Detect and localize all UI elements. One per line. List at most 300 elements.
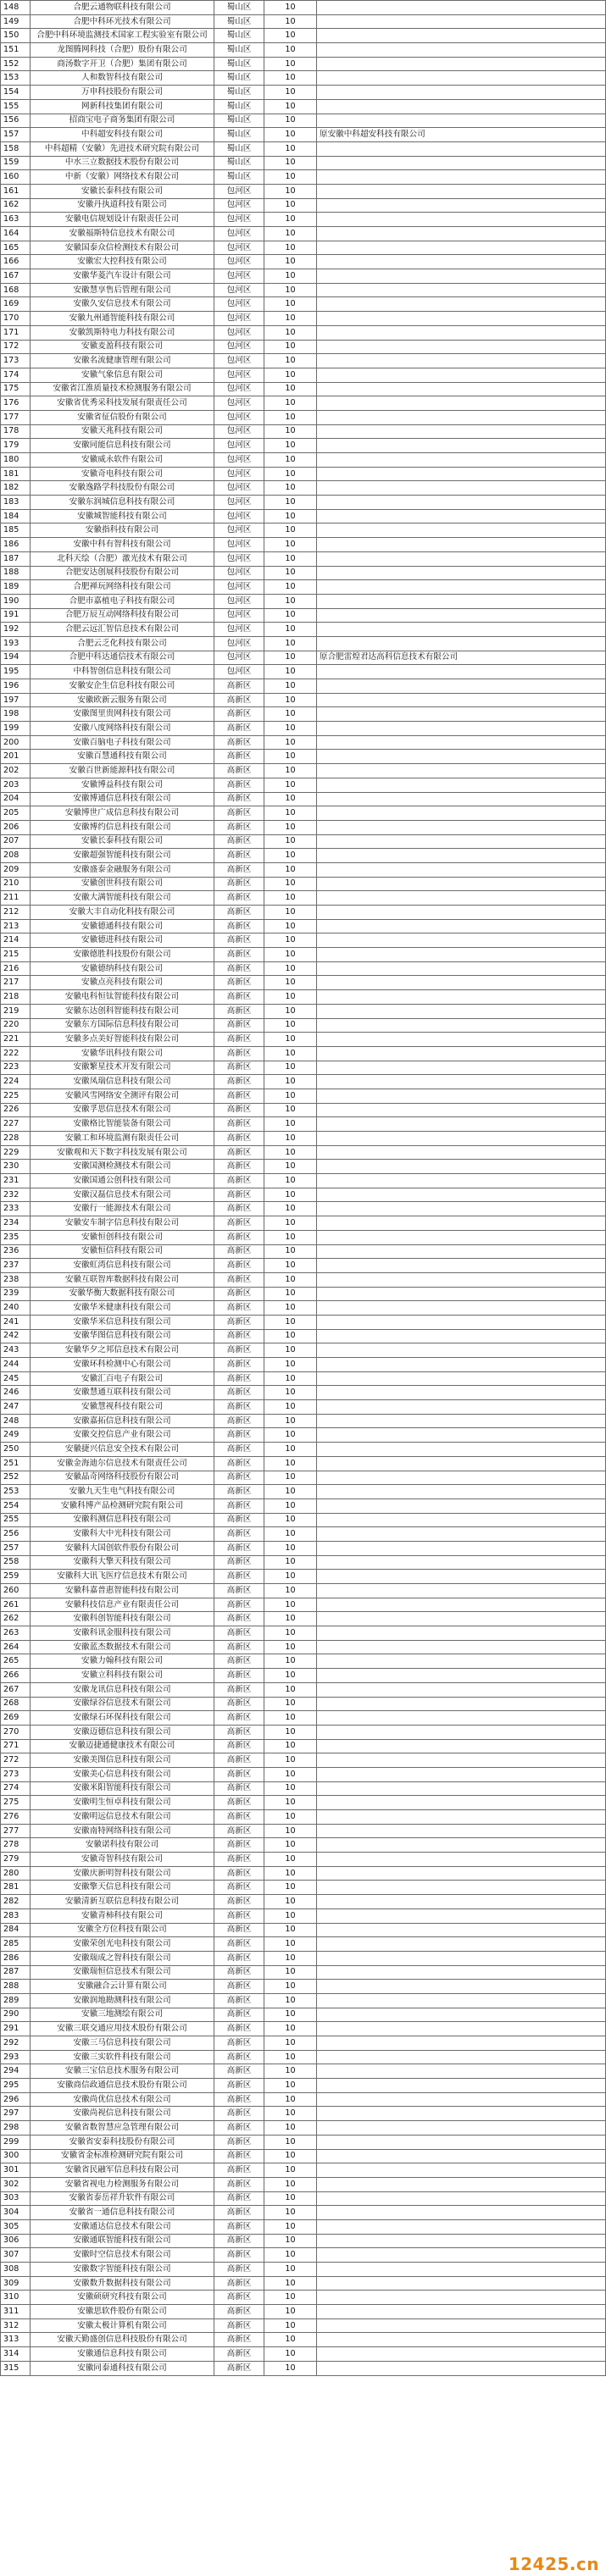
table-row — [1, 651, 606, 665]
remark-cell — [317, 792, 606, 806]
row-number-cell: 293 — [1, 2050, 31, 2064]
district-cell: 高新区 — [214, 1471, 264, 1485]
remark-cell — [317, 2276, 606, 2291]
district-cell: 包河区 — [214, 538, 264, 552]
row-number-cell: 305 — [1, 2219, 31, 2234]
row-number-cell: 209 — [1, 862, 31, 877]
table-row — [1, 2177, 606, 2191]
row-number-cell: 168 — [1, 283, 31, 297]
row-number-cell: 267 — [1, 1682, 31, 1697]
row-number-cell: 186 — [1, 538, 31, 552]
company-name-cell: 安徽尚视信息科技有限公司 — [31, 2107, 214, 2121]
remark-cell — [317, 580, 606, 595]
row-number-cell: 266 — [1, 1669, 31, 1683]
remark-cell — [317, 2036, 606, 2051]
table-row — [1, 1414, 606, 1428]
company-name-cell: 安徽三宝信息技术服务有限公司 — [31, 2064, 214, 2079]
row-number-cell: 288 — [1, 1980, 31, 1994]
company-name-cell: 安徽观和天下数字科技发展有限公司 — [31, 1145, 214, 1160]
count-value-cell: 10 — [264, 2305, 317, 2319]
row-number-cell: 260 — [1, 1584, 31, 1598]
district-cell: 高新区 — [214, 1230, 264, 1244]
table-row — [1, 1358, 606, 1372]
company-name-cell: 安徽福斯特信息技术有限公司 — [31, 227, 214, 241]
remark-cell — [317, 538, 606, 552]
company-name-cell: 安徽绿石环保科技有限公司 — [31, 1711, 214, 1726]
table-row — [1, 1555, 606, 1570]
table-row — [1, 806, 606, 821]
company-name-cell: 安徽安车制字信息科技有限公司 — [31, 1216, 214, 1231]
company-name-cell: 安徽恒创科技有限公司 — [31, 1230, 214, 1244]
district-cell: 高新区 — [214, 1287, 264, 1301]
count-value-cell: 10 — [264, 1400, 317, 1415]
table-row — [1, 1937, 606, 1952]
remark-cell — [317, 1216, 606, 1231]
table-row — [1, 14, 606, 29]
row-number-cell: 155 — [1, 99, 31, 114]
company-name-cell: 安徽全方位科技有限公司 — [31, 1923, 214, 1937]
row-number-cell: 313 — [1, 2333, 31, 2347]
row-number-cell: 226 — [1, 1103, 31, 1117]
row-number-cell: 261 — [1, 1598, 31, 1612]
district-cell: 高新区 — [214, 961, 264, 976]
company-name-cell: 安徽清新互联信息科技有限公司 — [31, 1895, 214, 1909]
remark-cell — [317, 1513, 606, 1527]
count-value-cell: 10 — [264, 891, 317, 906]
company-name-cell: 安徽华菱汽车设计有限公司 — [31, 269, 214, 284]
company-name-cell: 安徽大满智能科技有限公司 — [31, 891, 214, 906]
row-number-cell: 278 — [1, 1838, 31, 1853]
count-value-cell: 10 — [264, 1555, 317, 1570]
remark-cell — [317, 2234, 606, 2248]
count-value-cell: 10 — [264, 14, 317, 29]
table-row — [1, 707, 606, 722]
table-row — [1, 396, 606, 411]
count-value-cell: 10 — [264, 1499, 317, 1513]
district-cell: 高新区 — [214, 1188, 264, 1202]
remark-cell — [317, 750, 606, 764]
district-cell: 蜀山区 — [214, 141, 264, 156]
row-number-cell: 242 — [1, 1329, 31, 1343]
count-value-cell: 10 — [264, 424, 317, 439]
row-number-cell: 295 — [1, 2079, 31, 2093]
count-value-cell: 10 — [264, 2008, 317, 2022]
company-name-cell: 安徽华米健康科技有限公司 — [31, 1301, 214, 1316]
remark-cell — [317, 834, 606, 849]
remark-cell — [317, 227, 606, 241]
row-number-cell: 246 — [1, 1386, 31, 1400]
count-value-cell: 10 — [264, 410, 317, 424]
district-cell: 高新区 — [214, 806, 264, 821]
remark-cell — [317, 198, 606, 213]
count-value-cell: 10 — [264, 1654, 317, 1669]
row-number-cell: 265 — [1, 1654, 31, 1669]
company-name-cell: 安徽时空信息技术有限公司 — [31, 2248, 214, 2263]
district-cell: 高新区 — [214, 1033, 264, 1047]
district-cell: 高新区 — [214, 1400, 264, 1415]
count-value-cell: 10 — [264, 1188, 317, 1202]
district-cell: 高新区 — [214, 2347, 264, 2362]
company-name-cell: 安徽九州通智能科技有限公司 — [31, 312, 214, 326]
remark-cell — [317, 1160, 606, 1174]
district-cell: 高新区 — [214, 2092, 264, 2107]
row-number-cell: 206 — [1, 820, 31, 834]
remark-cell — [317, 2318, 606, 2333]
count-value-cell: 10 — [264, 1456, 317, 1471]
count-value-cell: 10 — [264, 2121, 317, 2136]
row-number-cell: 213 — [1, 919, 31, 933]
district-cell: 包河区 — [214, 467, 264, 481]
district-cell: 高新区 — [214, 1132, 264, 1146]
district-cell: 包河区 — [214, 651, 264, 665]
table-row — [1, 325, 606, 340]
company-name-cell: 安徽华夕之邦信息技术有限公司 — [31, 1343, 214, 1358]
table-row — [1, 2050, 606, 2064]
company-name-cell: 合肥禅玩网络科技有限公司 — [31, 580, 214, 595]
row-number-cell: 259 — [1, 1570, 31, 1584]
row-number-cell: 273 — [1, 1767, 31, 1781]
row-number-cell: 312 — [1, 2318, 31, 2333]
table-row — [1, 792, 606, 806]
row-number-cell: 156 — [1, 114, 31, 128]
table-row — [1, 849, 606, 863]
district-cell: 蜀山区 — [214, 170, 264, 185]
district-cell: 蜀山区 — [214, 43, 264, 58]
table-row — [1, 820, 606, 834]
table-row — [1, 1527, 606, 1542]
district-cell: 高新区 — [214, 1965, 264, 1980]
company-name-cell: 安徽美图信息科技有限公司 — [31, 1753, 214, 1768]
remark-cell — [317, 1781, 606, 1796]
company-name-cell: 安徽电科恒钛智能科技有限公司 — [31, 990, 214, 1005]
row-number-cell: 183 — [1, 496, 31, 510]
remark-cell — [317, 396, 606, 411]
count-value-cell: 10 — [264, 551, 317, 566]
table-row — [1, 29, 606, 43]
company-name-cell: 商汤数字开卫（合肥）集团有限公司 — [31, 57, 214, 71]
table-row — [1, 1598, 606, 1612]
table-row — [1, 1202, 606, 1216]
company-name-cell: 安徽通信息科技有限公司 — [31, 2347, 214, 2362]
district-cell: 高新区 — [214, 1046, 264, 1061]
count-value-cell: 10 — [264, 1145, 317, 1160]
district-cell: 高新区 — [214, 2291, 264, 2305]
count-value-cell: 10 — [264, 1853, 317, 1867]
district-cell: 包河区 — [214, 608, 264, 623]
company-name-cell: 安徽交控信息产业有限公司 — [31, 1428, 214, 1443]
count-value-cell: 10 — [264, 141, 317, 156]
count-value-cell: 10 — [264, 580, 317, 595]
table-row — [1, 2347, 606, 2362]
remark-cell — [317, 679, 606, 694]
count-value-cell: 10 — [264, 862, 317, 877]
row-number-cell: 303 — [1, 2191, 31, 2206]
district-cell: 包河区 — [214, 396, 264, 411]
table-row — [1, 906, 606, 920]
district-cell: 包河区 — [214, 269, 264, 284]
table-row — [1, 1386, 606, 1400]
count-value-cell: 10 — [264, 735, 317, 750]
count-value-cell: 10 — [264, 1414, 317, 1428]
row-number-cell: 301 — [1, 2163, 31, 2178]
remark-cell — [317, 2149, 606, 2163]
table-row — [1, 1881, 606, 1895]
table-row — [1, 1315, 606, 1329]
remark-cell — [317, 269, 606, 284]
table-row — [1, 2333, 606, 2347]
count-value-cell: 10 — [264, 1301, 317, 1316]
count-value-cell: 10 — [264, 1132, 317, 1146]
remark-cell — [317, 2008, 606, 2022]
remark-cell — [317, 2135, 606, 2149]
remark-cell — [317, 891, 606, 906]
remark-cell — [317, 976, 606, 990]
district-cell: 高新区 — [214, 1654, 264, 1669]
district-cell: 高新区 — [214, 2361, 264, 2375]
row-number-cell: 181 — [1, 467, 31, 481]
district-cell: 高新区 — [214, 2036, 264, 2051]
company-name-cell: 安徽数升数据科技有限公司 — [31, 2276, 214, 2291]
row-number-cell: 153 — [1, 71, 31, 86]
row-number-cell: 309 — [1, 2276, 31, 2291]
district-cell: 高新区 — [214, 2107, 264, 2121]
count-value-cell: 10 — [264, 453, 317, 468]
table-row — [1, 1711, 606, 1726]
row-number-cell: 216 — [1, 961, 31, 976]
count-value-cell: 10 — [264, 1739, 317, 1753]
remark-cell — [317, 707, 606, 722]
table-row — [1, 919, 606, 933]
remark-cell — [317, 2064, 606, 2079]
remark-cell — [317, 509, 606, 524]
row-number-cell: 176 — [1, 396, 31, 411]
district-cell: 高新区 — [214, 1810, 264, 1825]
remark-cell — [317, 29, 606, 43]
company-name-cell: 安徽瑞成之智科技有限公司 — [31, 1951, 214, 1965]
table-row — [1, 1513, 606, 1527]
company-name-cell: 安徽风雪网络安全测评有限公司 — [31, 1089, 214, 1103]
row-number-cell: 201 — [1, 750, 31, 764]
company-name-cell: 安徽博约信息科技有限公司 — [31, 820, 214, 834]
row-number-cell: 196 — [1, 679, 31, 694]
remark-cell — [317, 1145, 606, 1160]
row-number-cell: 283 — [1, 1908, 31, 1923]
company-name-cell: 中科超安科技有限公司 — [31, 128, 214, 142]
district-cell: 高新区 — [214, 1089, 264, 1103]
company-name-cell: 安徽环科检测中心有限公司 — [31, 1358, 214, 1372]
count-value-cell: 10 — [264, 1598, 317, 1612]
table-row — [1, 1287, 606, 1301]
table-row — [1, 1923, 606, 1937]
row-number-cell: 234 — [1, 1216, 31, 1231]
company-name-cell: 安徽奇电科技有限公司 — [31, 467, 214, 481]
row-number-cell: 154 — [1, 86, 31, 100]
count-value-cell: 10 — [264, 906, 317, 920]
district-cell: 高新区 — [214, 1570, 264, 1584]
count-value-cell: 10 — [264, 467, 317, 481]
row-number-cell: 241 — [1, 1315, 31, 1329]
remark-cell — [317, 1669, 606, 1683]
count-value-cell: 10 — [264, 2248, 317, 2263]
company-name-cell: 安徽科大讯飞医疗信息技术有限公司 — [31, 1570, 214, 1584]
row-number-cell: 282 — [1, 1895, 31, 1909]
remark-cell — [317, 1443, 606, 1457]
remark-cell — [317, 368, 606, 382]
district-cell: 高新区 — [214, 1018, 264, 1033]
company-name-cell: 安徽东润城信息科技有限公司 — [31, 496, 214, 510]
row-number-cell: 167 — [1, 269, 31, 284]
count-value-cell: 10 — [264, 834, 317, 849]
company-name-cell: 安徽慧视科技有限公司 — [31, 1400, 214, 1415]
district-cell: 蜀山区 — [214, 57, 264, 71]
district-cell: 蜀山区 — [214, 29, 264, 43]
company-name-cell: 安徽华米信息科技有限公司 — [31, 1315, 214, 1329]
district-cell: 蜀山区 — [214, 86, 264, 100]
count-value-cell: 10 — [264, 2092, 317, 2107]
count-value-cell: 10 — [264, 1329, 317, 1343]
table-row — [1, 1188, 606, 1202]
row-number-cell: 185 — [1, 524, 31, 538]
row-number-cell: 298 — [1, 2121, 31, 2136]
count-value-cell: 10 — [264, 1895, 317, 1909]
district-cell: 包河区 — [214, 496, 264, 510]
company-name-cell: 安徽美心信息科技有限公司 — [31, 1767, 214, 1781]
remark-cell — [317, 1004, 606, 1018]
count-value-cell: 10 — [264, 1160, 317, 1174]
company-name-cell: 安徽图里贵网科技有限公司 — [31, 707, 214, 722]
count-value-cell: 10 — [264, 2333, 317, 2347]
table-row — [1, 693, 606, 707]
company-name-cell: 安徽九天生电气科技有限公司 — [31, 1485, 214, 1499]
table-row — [1, 778, 606, 792]
table-row — [1, 1640, 606, 1654]
district-cell: 包河区 — [214, 551, 264, 566]
company-name-cell: 安徽通联智能科技有限公司 — [31, 2234, 214, 2248]
table-row — [1, 538, 606, 552]
district-cell: 高新区 — [214, 1640, 264, 1654]
district-cell: 包河区 — [214, 665, 264, 679]
count-value-cell: 10 — [264, 1033, 317, 1047]
count-value-cell: 10 — [264, 1923, 317, 1937]
remark-cell — [317, 735, 606, 750]
row-number-cell: 198 — [1, 707, 31, 722]
table-row — [1, 241, 606, 255]
table-row — [1, 368, 606, 382]
row-number-cell: 277 — [1, 1824, 31, 1838]
district-cell: 包河区 — [214, 241, 264, 255]
row-number-cell: 211 — [1, 891, 31, 906]
table-row — [1, 198, 606, 213]
row-number-cell: 275 — [1, 1796, 31, 1810]
row-number-cell: 263 — [1, 1626, 31, 1641]
company-name-cell: 安徽迈德信息科技有限公司 — [31, 1725, 214, 1739]
table-row — [1, 2079, 606, 2093]
district-cell: 高新区 — [214, 1796, 264, 1810]
company-name-cell: 安徽奇智科技有限公司 — [31, 1853, 214, 1867]
remark-cell — [317, 2163, 606, 2178]
table-row — [1, 1018, 606, 1033]
table-row — [1, 2121, 606, 2136]
remark-cell — [317, 693, 606, 707]
company-name-cell: 安徽华讯科技有限公司 — [31, 1046, 214, 1061]
row-number-cell: 162 — [1, 198, 31, 213]
remark-cell — [317, 2022, 606, 2036]
count-value-cell: 10 — [264, 2177, 317, 2191]
table-row — [1, 128, 606, 142]
row-number-cell: 212 — [1, 906, 31, 920]
row-number-cell: 203 — [1, 778, 31, 792]
row-number-cell: 159 — [1, 156, 31, 170]
table-row — [1, 1471, 606, 1485]
company-name-cell: 安徽点亮科技有限公司 — [31, 976, 214, 990]
count-value-cell: 10 — [264, 665, 317, 679]
count-value-cell: 10 — [264, 128, 317, 142]
remark-cell — [317, 1287, 606, 1301]
district-cell: 包河区 — [214, 184, 264, 198]
district-cell: 高新区 — [214, 849, 264, 863]
remark-cell — [317, 1555, 606, 1570]
company-name-cell: 安徽百世新能源科技有限公司 — [31, 764, 214, 778]
row-number-cell: 255 — [1, 1513, 31, 1527]
company-name-cell: 安徽省金标准检测研究院有限公司 — [31, 2149, 214, 2163]
table-row — [1, 1160, 606, 1174]
company-name-cell: 安徽立科科技有限公司 — [31, 1669, 214, 1683]
remark-cell — [317, 1866, 606, 1881]
district-cell: 高新区 — [214, 1428, 264, 1443]
remark-cell — [317, 467, 606, 481]
company-name-cell: 合肥万辰互动网络科技有限公司 — [31, 608, 214, 623]
row-number-cell: 192 — [1, 623, 31, 637]
remark-cell — [317, 1371, 606, 1386]
count-value-cell: 10 — [264, 1244, 317, 1259]
count-value-cell: 10 — [264, 2079, 317, 2093]
remark-cell — [317, 2291, 606, 2305]
count-value-cell: 10 — [264, 2036, 317, 2051]
company-name-cell: 安徽博世广成信息科技有限公司 — [31, 806, 214, 821]
count-value-cell: 10 — [264, 2219, 317, 2234]
table-row — [1, 722, 606, 736]
company-name-cell: 合肥云远汇智信息技术有限公司 — [31, 623, 214, 637]
district-cell: 高新区 — [214, 1739, 264, 1753]
count-value-cell: 10 — [264, 1626, 317, 1641]
district-cell: 蜀山区 — [214, 71, 264, 86]
district-cell: 高新区 — [214, 1697, 264, 1711]
row-number-cell: 244 — [1, 1358, 31, 1372]
count-value-cell: 10 — [264, 2234, 317, 2248]
remark-cell — [317, 1301, 606, 1316]
count-value-cell: 10 — [264, 1669, 317, 1683]
remark-cell — [317, 1259, 606, 1273]
row-number-cell: 187 — [1, 551, 31, 566]
count-value-cell: 10 — [264, 1881, 317, 1895]
table-row — [1, 1343, 606, 1358]
remark-cell — [317, 1343, 606, 1358]
company-name-cell: 安徽三实软件科技有限公司 — [31, 2050, 214, 2064]
count-value-cell: 10 — [264, 1697, 317, 1711]
table-row — [1, 99, 606, 114]
company-name-cell: 安徽长泰科技有限公司 — [31, 184, 214, 198]
district-cell: 高新区 — [214, 2263, 264, 2277]
table-row — [1, 424, 606, 439]
district-cell: 包河区 — [214, 566, 264, 580]
row-number-cell: 231 — [1, 1174, 31, 1188]
company-name-cell: 安徽省泰岳祥升软件有限公司 — [31, 2191, 214, 2206]
remark-cell — [317, 1414, 606, 1428]
company-name-cell: 安徽诺科技有限公司 — [31, 1838, 214, 1853]
remark-cell — [317, 1725, 606, 1739]
table-row — [1, 976, 606, 990]
row-number-cell: 170 — [1, 312, 31, 326]
